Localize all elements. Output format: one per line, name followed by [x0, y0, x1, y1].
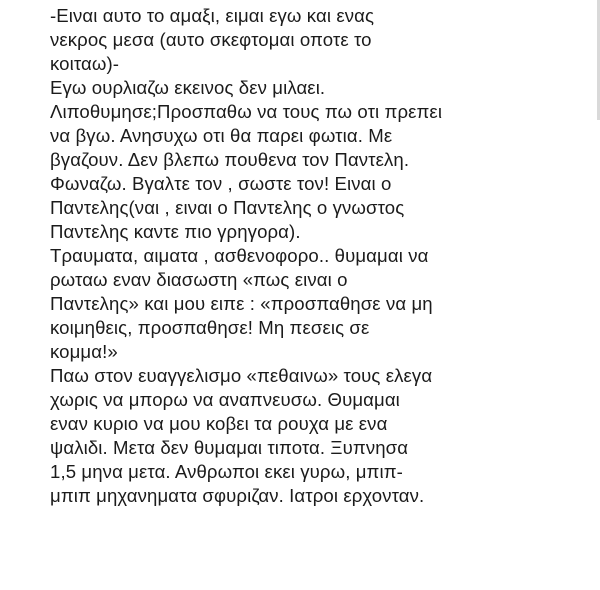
- message-line: -Ειναι αυτο το αμαξι, ειμαι εγω και ενας: [50, 5, 375, 26]
- message-line: ρωταω εναν διασωστη «πως ειναι ο: [50, 269, 348, 290]
- message-line: Τραυματα, αιματα , ασθενοφορο.. θυμαμαι να: [50, 245, 429, 266]
- message-text: [50, 4, 580, 508]
- message-line: μπιπ μηχανηματα σφυριζαν. Ιατροι ερχονταν.: [50, 485, 425, 506]
- message-line: Παω στον ευαγγελισμο «πεθαινω» τους ελεγα: [50, 365, 433, 386]
- message-line: Φωναζω. Βγαλτε τον , σωστε τον! Ειναι ο: [50, 173, 392, 194]
- message-line: Παντελης καντε πιο γρηγορα).: [50, 221, 301, 242]
- message-line: Λιποθυμησε;Προσπαθω να τους πω οτι πρεπει: [50, 101, 443, 122]
- message-line: κοιταω)-: [50, 53, 120, 74]
- message-line: 1,5 μηνα μετα. Ανθρωποι εκει γυρω, μπιπ-: [50, 461, 403, 482]
- message-line: νεκρος μεσα (αυτο σκεφτομαι οποτε το: [50, 29, 372, 50]
- message-line: ψαλιδι. Μετα δεν θυμαμαι τιποτα. Ξυπνησα: [50, 437, 409, 458]
- message-line: κομμα!»: [50, 341, 118, 362]
- message-line: εναν κυριο να μου κοβει τα ρουχα με ενα: [50, 413, 388, 434]
- message-line: χωρις να μπορω να αναπνευσω. Θυμαμαι: [50, 389, 400, 410]
- message-line: κοιμηθεις, προσπαθησε! Μη πεσεις σε: [50, 317, 370, 338]
- message-line: Παντελης(ναι , ειναι ο Παντελης ο γνωστος: [50, 197, 405, 218]
- message-line: να βγω. Ανησυχω οτι θα παρει φωτια. Με: [50, 125, 393, 146]
- message-line: Εγω ουρλιαζω εκεινος δεν μιλαει.: [50, 77, 326, 98]
- message-line: Παντελης» και μου ειπε : «προσπαθησε να μη: [50, 293, 433, 314]
- message-line: βγαζουν. Δεν βλεπω πουθενα τον Παντελη.: [50, 149, 410, 170]
